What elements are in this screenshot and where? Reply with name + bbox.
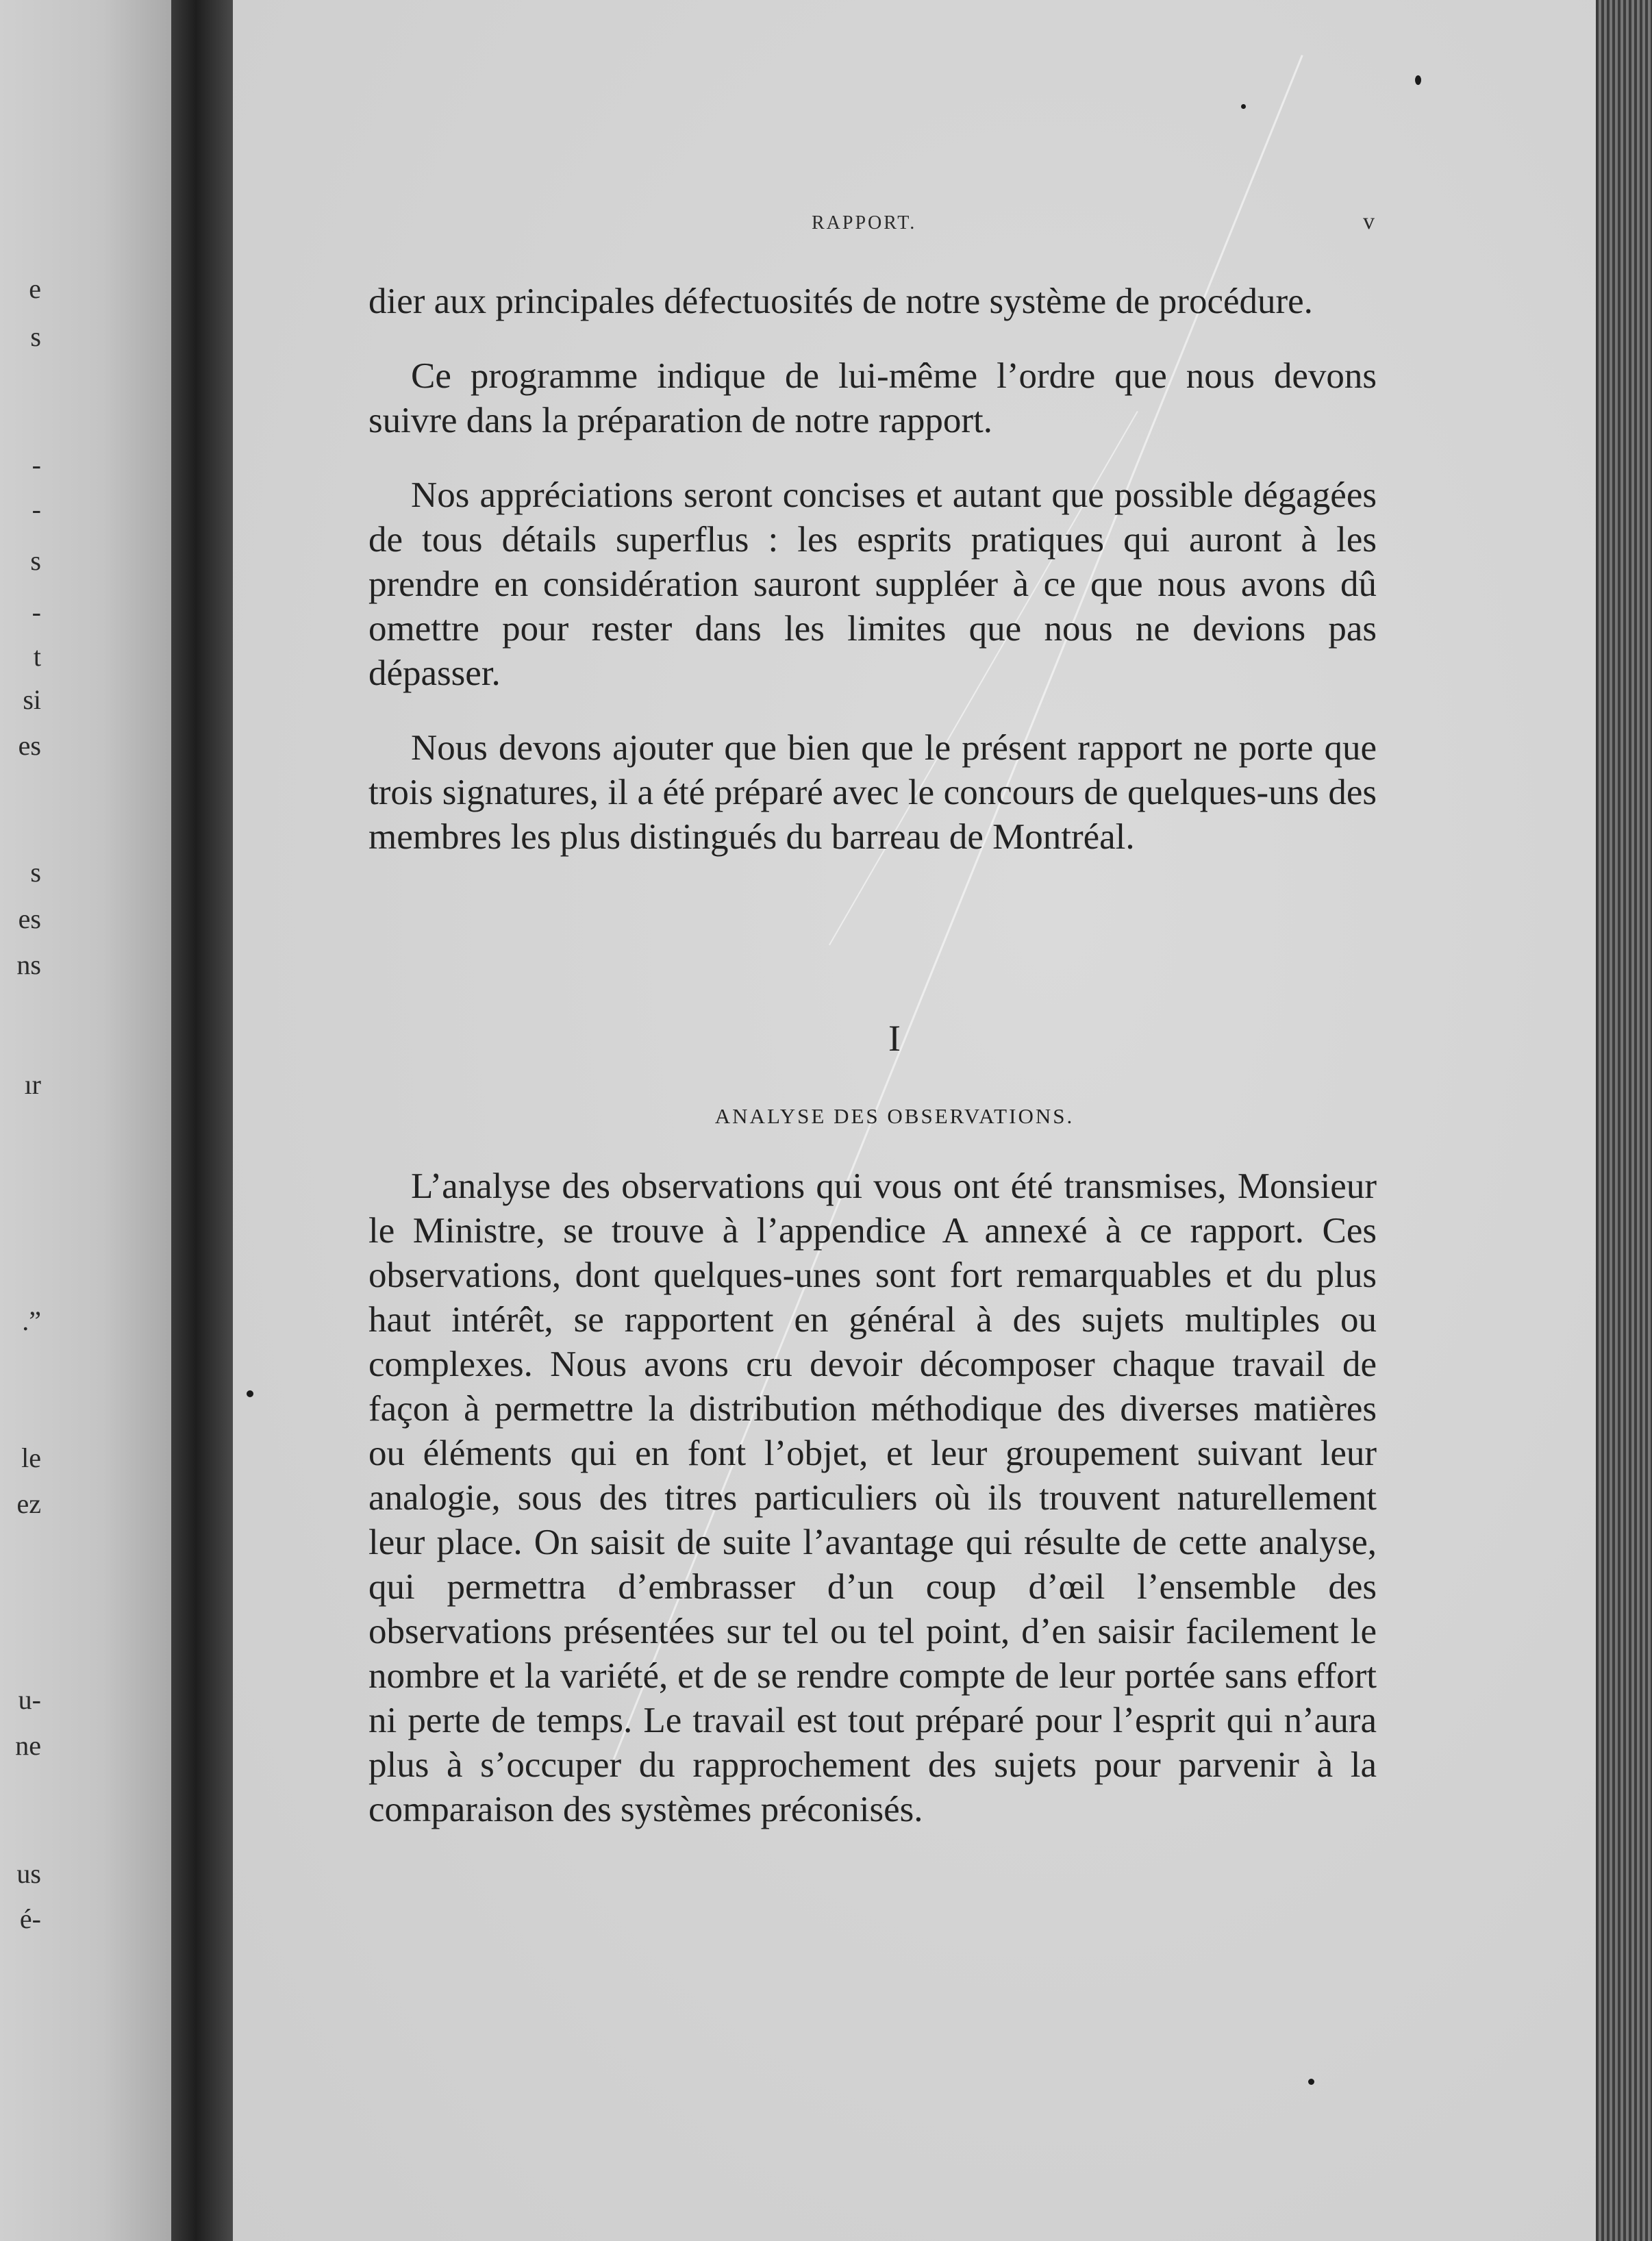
ink-speck bbox=[1308, 2079, 1314, 2085]
left-margin-fragment: é- bbox=[19, 1903, 41, 1934]
left-margin-fragment: s bbox=[30, 545, 41, 576]
left-margin-fragment: ne bbox=[15, 1730, 41, 1761]
ink-speck bbox=[1241, 104, 1246, 109]
left-margin-fragment: ır bbox=[24, 1069, 41, 1100]
left-margin-fragment: us bbox=[16, 1858, 41, 1889]
left-margin-fragment: es bbox=[18, 730, 41, 761]
body-text-lower bbox=[368, 1164, 1377, 1832]
ink-speck bbox=[247, 1390, 253, 1397]
paragraph: Nous devons ajouter que bien que le présent rapport ne porte que trois signatures, il a été préparé avec le concours de quelques-uns des membres les plus distingués du barreau de Montréal. bbox=[368, 728, 1377, 857]
section-title: ANALYSE DES OBSERVATIONS. bbox=[714, 1104, 1075, 1128]
left-margin-fragment: e bbox=[29, 273, 41, 304]
running-head: RAPPORT. bbox=[812, 212, 917, 234]
section-numeral: I bbox=[888, 1018, 901, 1059]
left-margin-fragment: ns bbox=[16, 949, 41, 980]
left-margin-fragment: t bbox=[33, 641, 41, 672]
left-margin-fragment: u- bbox=[18, 1684, 41, 1715]
left-margin-fragment: s bbox=[30, 857, 41, 888]
left-margin-fragment: es bbox=[18, 903, 41, 934]
page-number: v bbox=[1363, 209, 1375, 234]
paragraph: Ce programme indique de lui-même l’ordre que nous devons suivre dans la préparation de notre rapport. bbox=[368, 356, 1377, 440]
left-margin-fragment: ez bbox=[16, 1488, 41, 1519]
paragraph: L’analyse des observations qui vous ont été transmises, Monsieur le Ministre, se trouve à l’appendice A annexé à ce rapport. Ces observations, dont quelques-unes sont fort remarquables et du plus haut intérêt, se rapportent en général à des sujets multiples ou complexes. Nous avons cru devoir décomposer chaque travail de façon à permettre la distribution méthodique des diverses matières ou éléments qui en font l’objet, et leur groupement suivant leur analogie, sous des titres particuliers où ils trouvent naturellement leur place. On saisit de suite l’avantage qui résulte de cette analyse, qui permettra d’embrasser d’un coup d’œil l’ensemble des observations présentées sur tel ou tel point, d’en saisir facilement le nombre et la variété, et de se rendre compte de leur portée sans effort ni perte de temps. Le travail est tout préparé pour l’esprit qui n’aura plus à s’occuper du rapprochement des sujets pour parvenir à la comparaison des systèmes préconisés. bbox=[368, 1166, 1377, 1829]
left-margin-fragment: s bbox=[30, 321, 41, 352]
left-margin-fragment: - bbox=[32, 449, 41, 480]
paragraph: dier aux principales défectuosités de notre système de procédure. bbox=[368, 281, 1313, 321]
left-margin-fragment: - bbox=[32, 494, 41, 525]
left-margin-fragment: le bbox=[21, 1442, 41, 1473]
left-margin-fragment: .” bbox=[22, 1305, 41, 1336]
ink-speck bbox=[1415, 75, 1421, 85]
left-margin-fragment: si bbox=[23, 684, 41, 715]
paragraph: Nos appréciations seront concises et autant que possible dégagées de tous détails superflus : les esprits pratiques qui auront à les prendre en considération sauront suppléer à ce que nous avons dû omettre pour rester dans les limites que nous ne devions pas dépasser. bbox=[368, 475, 1377, 693]
body-text-upper bbox=[368, 279, 1377, 860]
left-margin-fragment: - bbox=[32, 597, 41, 627]
